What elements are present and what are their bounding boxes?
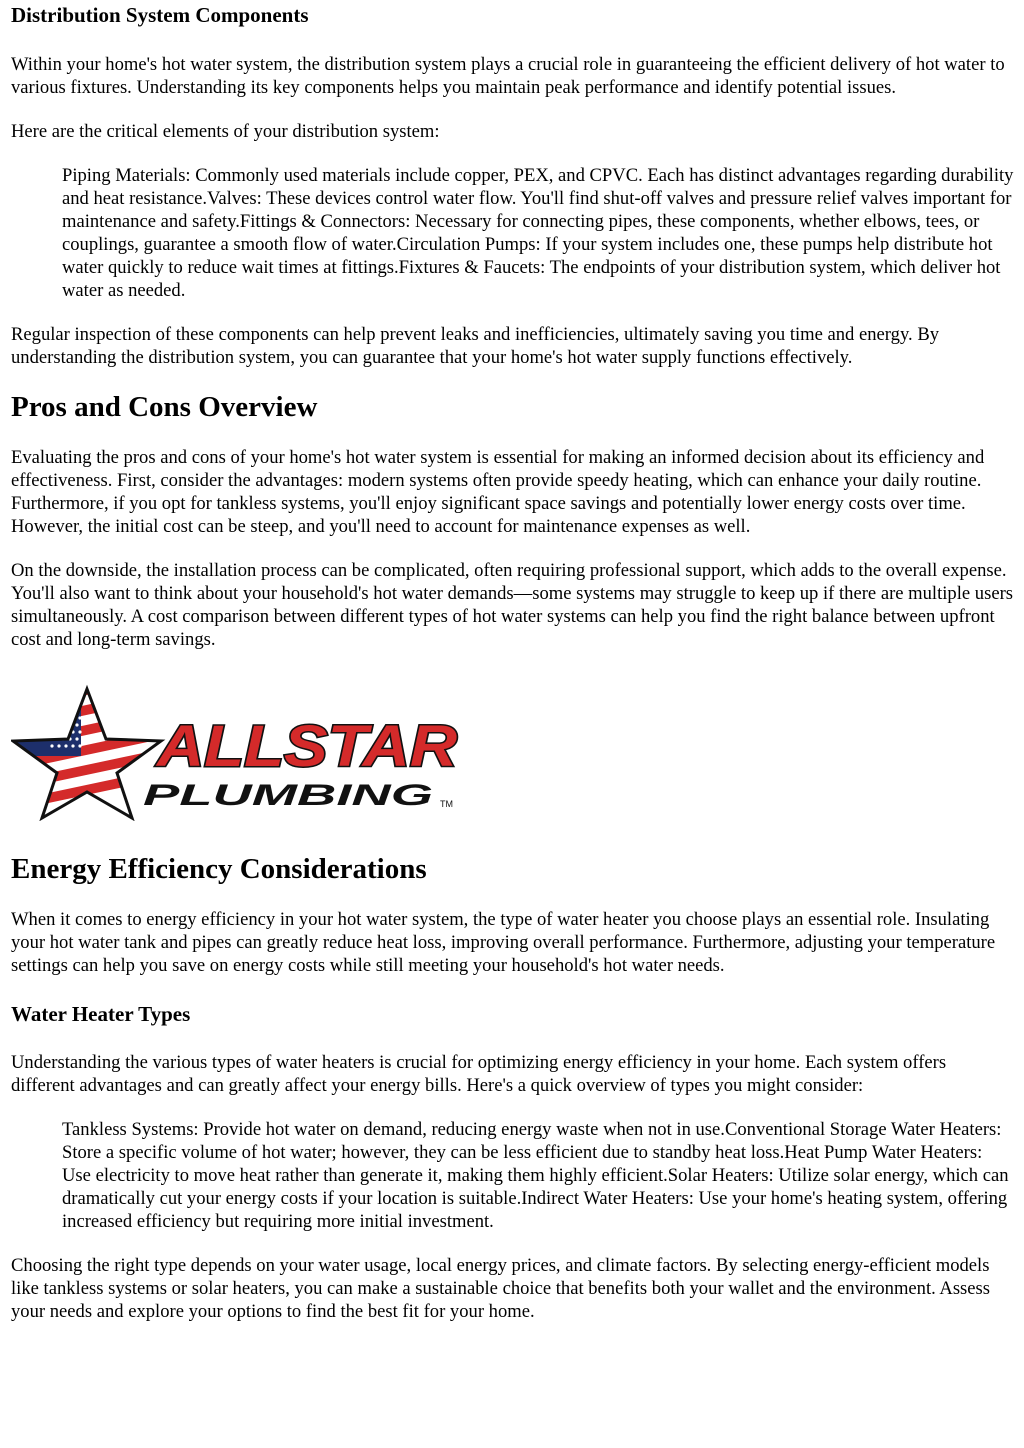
paragraph: When it comes to energy efficiency in your hot water system, the type of water heater you choose plays an essential role. Insulating your hot water tank and pipes can greatly reduce heat loss, improving overall performance. Furthermore, adjusting your temperature settings can help you save on energy costs while still meeting your household's hot water needs.: [11, 909, 996, 976]
section-heading-pros-cons: Pros and Cons Overview: [11, 391, 318, 423]
paragraph: Here are the critical elements of your distribution system:: [11, 121, 440, 142]
section-heading-heater-types: Water Heater Types: [11, 1002, 191, 1026]
paragraph: Within your home's hot water system, the distribution system plays a crucial role in guaranteeing the efficient delivery of hot water to various fixtures. Understanding its key components helps you maintain peak performance and identify potential issues.: [11, 54, 1005, 98]
paragraph: Evaluating the pros and cons of your home's hot water system is essential for making an informed decision about its efficiency and effectiveness. First, consider the advantages: modern systems often provide speedy heating, which can enhance your daily routine. Furthermore, if you opt for tankless systems, you'll enjoy significant space savings and potentially lower energy costs over time. However, the initial cost can be steep, and you'll need to account for maintenance expenses as well.: [11, 447, 985, 537]
paragraph: On the downside, the installation process can be complicated, often requiring professional support, which adds to the overall expense. You'll also want to think about your household's hot water demands—some systems may struggle to keep up if there are multiple users simultaneously. A cost comparison between different types of hot water systems can help you find the right balance between upfront cost and long-term savings.: [11, 560, 1014, 650]
paragraph: Understanding the various types of water heaters is crucial for optimizing energy efficiency in your home. Each system offers different advantages and can greatly affect your energy bills. Here's a quick overview of types you might consider:: [11, 1052, 947, 1096]
allstar-plumbing-logo: [11, 681, 461, 821]
logo-image: [11, 681, 461, 821]
trademark-mark: TM: [440, 799, 453, 809]
logo-word-plumbing: PLUMBING: [143, 779, 433, 812]
components-list: Piping Materials: Commonly used materials include copper, PEX, and CPVC. Each has distinct advantages regarding durability and heat resistance.Valves: These devices control water flow. You'll find shut-off valves and pressure relief valves important for maintenance and safety.Fittings & Connectors: Necessary for connecting pipes, these components, whether elbows, tees, or couplings, guarantee a smooth flow of water.Circulation Pumps: If your system includes one, these pumps help distribute hot water quickly to reduce wait times at fittings.Fixtures & Faucets: The endpoints of your distribution system, which deliver hot water as needed.: [62, 165, 1014, 301]
logo-word-allstar: ALLSTAR: [154, 714, 458, 779]
section-heading-energy: Energy Efficiency Considerations: [11, 853, 427, 885]
article: [0, 2, 1024, 1323]
paragraph: Regular inspection of these components can help prevent leaks and inefficiencies, ultimately saving you time and energy. By understanding the distribution system, you can guarantee that your home's hot water supply functions effectively.: [11, 324, 940, 368]
heater-types-list: Tankless Systems: Provide hot water on demand, reducing energy waste when not in use.Conventional Storage Water Heaters: Store a specific volume of hot water; however, they can be less efficient due to standby heat loss.Heat Pump Water Heaters: Use electricity to move heat rather than generate it, making them highly efficient.Solar Heaters: Utilize solar energy, which can dramatically cut your energy costs if your location is suitable.Indirect Water Heaters: Use your home's heating system, offering increased efficiency but requiring more initial investment.: [62, 1119, 1009, 1232]
paragraph: Choosing the right type depends on your water usage, local energy prices, and climate factors. By selecting energy-efficient models like tankless systems or solar heaters, you can make a sustainable choice that benefits both your wallet and the environment. Assess your needs and explore your options to find the best fit for your home.: [11, 1255, 991, 1322]
section-heading-distribution: Distribution System Components: [11, 3, 309, 27]
